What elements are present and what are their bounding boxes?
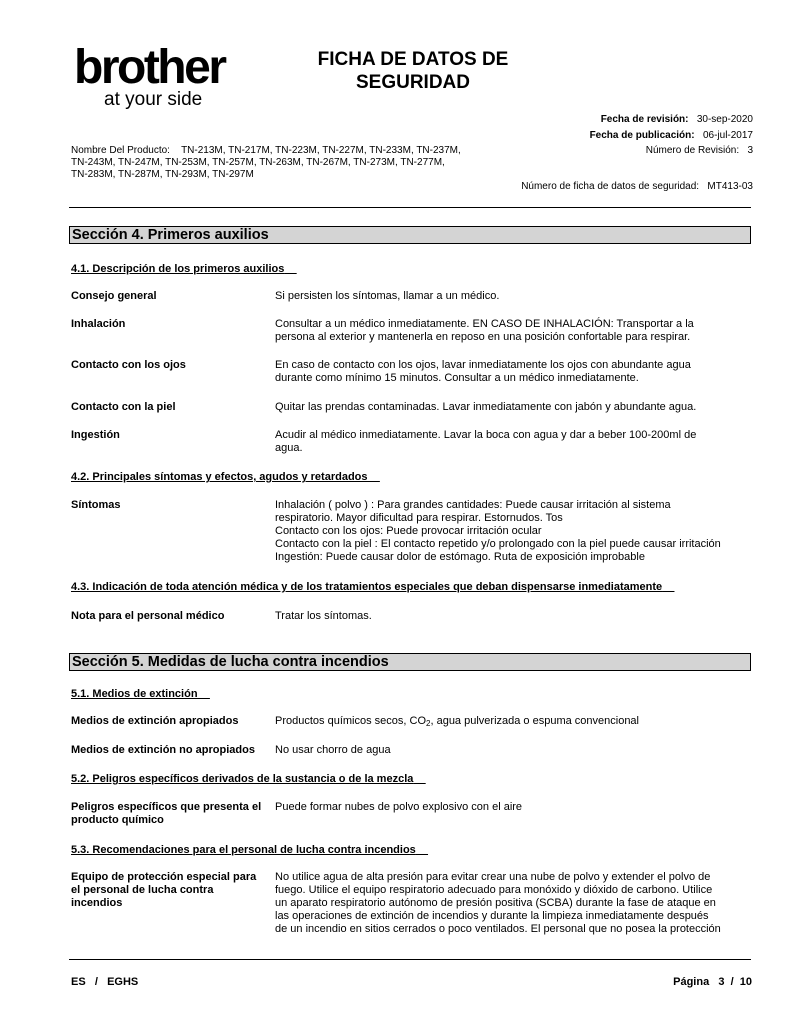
publication-date: Fecha de publicación: 06-jul-2017: [589, 130, 753, 141]
product-name: Nombre Del Producto: TN-213M, TN-217M, TN-223M, TN-227M, TN-233M, TN-237M, TN-243M, TN-247M, TN-253M, TN-257M, TN-263M, TN-267M, TN-273M, TN-277M, TN-283M, TN-287M, TN-293M, TN-297M: [71, 145, 461, 180]
doctor-note-label: Nota para el personal médico: [71, 610, 225, 622]
subsection-5-3: 5.3. Recomendaciones para el personal de lucha contra incendios: [71, 844, 416, 856]
footer-divider: [69, 959, 751, 960]
section-4-heading: Sección 4. Primeros auxilios: [69, 226, 751, 244]
specific-hazards-label: Peligros específicos que presenta el producto químico: [71, 801, 262, 826]
general-advice-value: Si persisten los síntomas, llamar a un médico.: [275, 290, 500, 302]
ppe-label: Equipo de protección especial para el personal de lucha contra incendios: [71, 871, 257, 909]
subsection-5-1: 5.1. Medios de extinción: [71, 688, 198, 700]
inhalation-value: Consultar a un médico inmediatamente. EN CASO DE INHALACIÓN: Transportar a la persona al exterior y mantenerla en reposo en una posición confortable para respirar.: [275, 318, 694, 343]
header-divider: [69, 207, 751, 208]
subsection-4-3: 4.3. Indicación de toda atención médica y de los tratamientos especiales que deban dispensarse inmediatamente: [71, 581, 663, 593]
skin-contact-label: Contacto con la piel: [71, 401, 176, 413]
symptoms-value: Inhalación ( polvo ) : Para grandes cantidades: Puede causar irritación al sistema respiratorio. Mayor dificultad para respirar. Estornudos. Tos Contacto con los ojos: Puede provocar irritación ocular Contacto con la piel : El contacto repetido y/o prolongado con la piel puede causar irritación Ingestión: Puede causar dolor de estómago. Ruta de exposición improbable: [275, 499, 721, 563]
doctor-note-value: Tratar los síntomas.: [275, 610, 372, 622]
specific-hazards-value: Puede formar nubes de polvo explosivo con el aire: [275, 801, 523, 813]
ppe-value: No utilice agua de alta presión para evitar crear una nube de polvo y extender el polvo de fuego. Utilice el equipo respiratorio adecuado para monóxido y dióxido de carbono. Utilice un aparato respiratorio autónomo de presión positiva (SCBA) durante la fase de ataque en las operaciones de extinción de incendios y durante la limpieza inmediatamente después de un incendio en sitios cerrados o poco ventilados. El personal que no posea la protección: [275, 871, 721, 935]
title-line-1: FICHA DE DATOS DE: [317, 49, 509, 70]
footer-language: ES / EGHS: [71, 976, 139, 988]
subsection-4-1: 4.1. Descripción de los primeros auxilios: [71, 263, 285, 275]
general-advice-label: Consejo general: [71, 290, 157, 302]
unsuitable-media-value: No usar chorro de agua: [275, 744, 391, 756]
revision-number: Número de Revisión: 3: [645, 145, 753, 156]
suitable-media-value: Productos químicos secos, $CO_2$, agua pulverizada o espuma convencional: [275, 715, 639, 728]
skin-contact-value: Quitar las prendas contaminadas. Lavar inmediatamente con jabón y abundante agua.: [275, 401, 697, 413]
unsuitable-media-label: Medios de extinción no apropiados: [71, 744, 255, 756]
suitable-media-label: Medios de extinción apropiados: [71, 715, 239, 727]
symptoms-label: Síntomas: [71, 499, 121, 511]
subsection-5-2: 5.2. Peligros específicos derivados de la sustancia o de la mezcla: [71, 773, 414, 785]
document-title: [290, 48, 536, 94]
sds-number: Número de ficha de datos de seguridad: MT413-03: [521, 181, 753, 192]
ingestion-label: Ingestión: [71, 429, 120, 441]
section-5-heading: Sección 5. Medidas de lucha contra incendios: [69, 653, 751, 671]
revision-date: Fecha de revisión: 30-sep-2020: [600, 114, 753, 125]
eye-contact-label: Contacto con los ojos: [71, 359, 186, 371]
inhalation-label: Inhalación: [71, 318, 126, 330]
brother-logo: brother: [74, 41, 225, 94]
logo-tagline: at your side: [104, 89, 203, 110]
subsection-4-2: 4.2. Principales síntomas y efectos, agudos y retardados: [71, 471, 368, 483]
ingestion-value: Acudir al médico inmediatamente. Lavar la boca con agua y dar a beber 100-200ml de agua.: [275, 429, 697, 454]
title-line-2: SEGURIDAD: [355, 72, 470, 93]
eye-contact-value: En caso de contacto con los ojos, lavar inmediatamente los ojos con abundante agua durante como mínimo 15 minutos. Consultar a un médico inmediatamente.: [275, 359, 691, 384]
page-number: Página 3 / 10: [673, 976, 752, 988]
